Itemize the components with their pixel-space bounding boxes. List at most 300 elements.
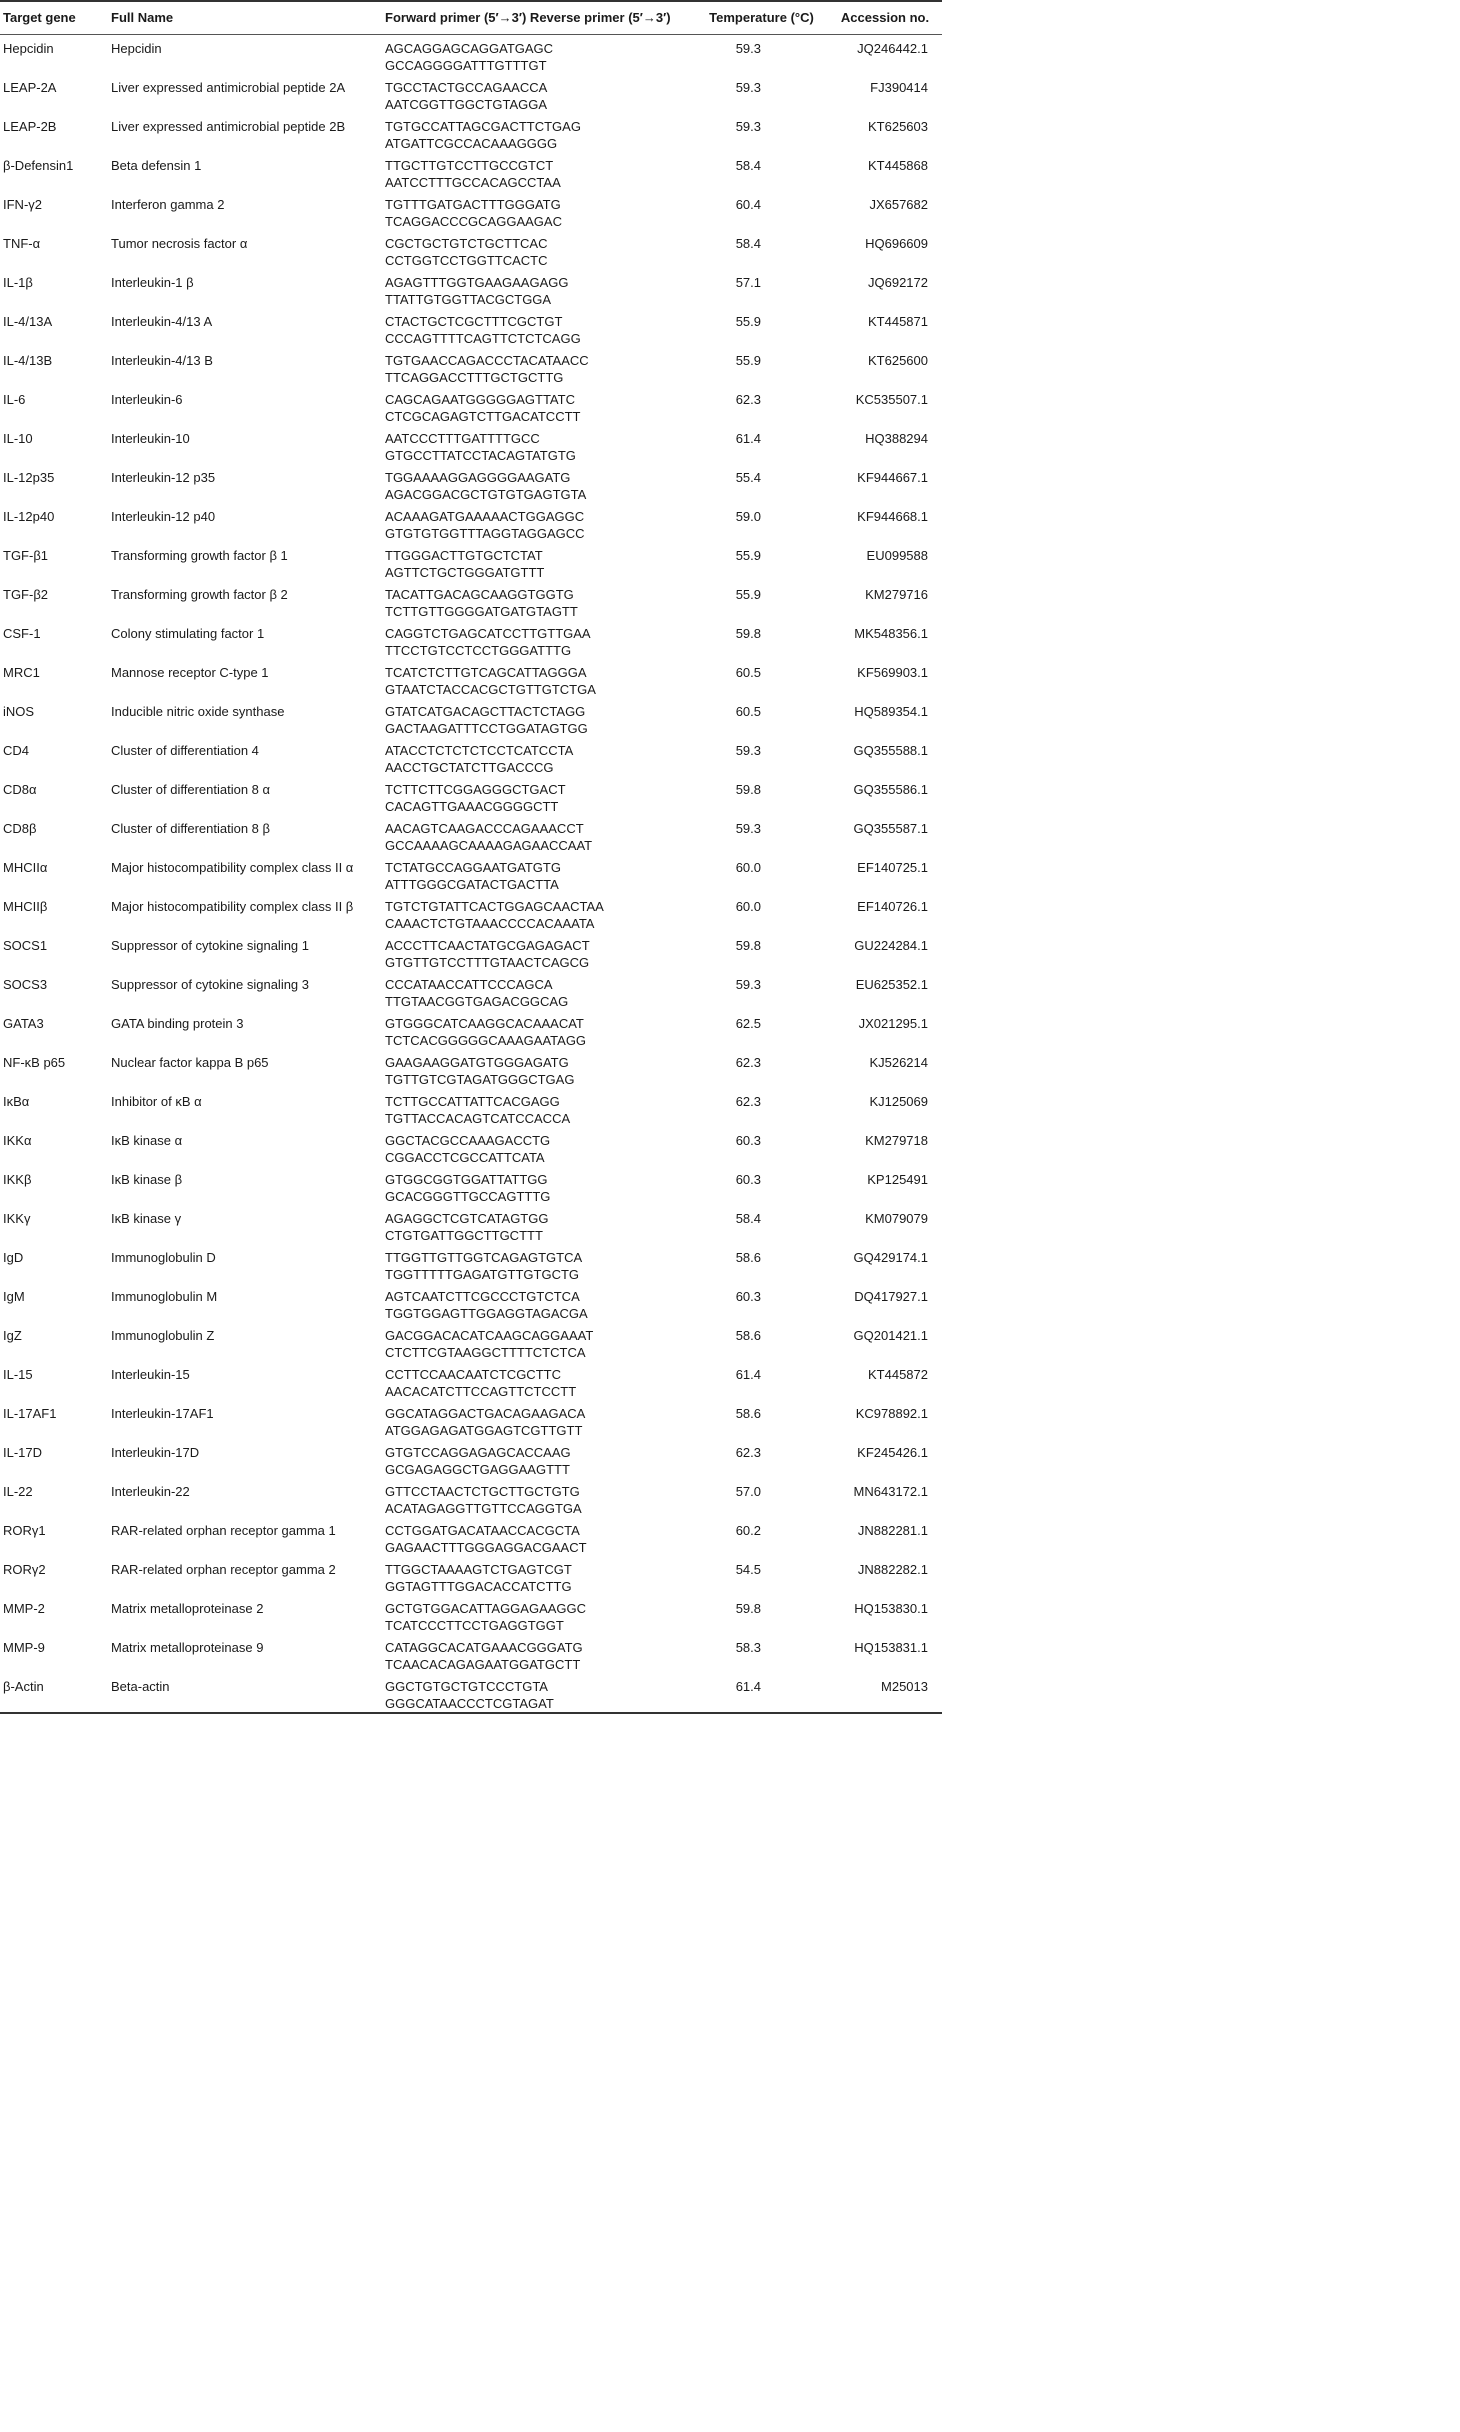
- reverse-primer: ATGATTCGCCACAAAGGGG: [385, 135, 558, 151]
- temperature-cell: 60.5: [735, 703, 761, 719]
- gene-cell: IL-10: [3, 430, 33, 446]
- temperature-cell: 55.4: [735, 469, 761, 485]
- reverse-primer: GACTAAGATTTCCTGGATAGTGG: [385, 720, 588, 736]
- primer-cell: [382, 1673, 695, 1713]
- forward-primer: ACCCTTCAACTATGCGAGAGACT: [385, 937, 590, 953]
- temperature-cell: 60.2: [735, 1522, 761, 1538]
- primer-cell: [382, 1205, 695, 1244]
- gene-cell: SOCS1: [3, 937, 48, 953]
- reverse-primer: CCTGGTCCTGGTTCACTC: [385, 252, 548, 268]
- reverse-primer: AGTTCTGCTGGGATGTTT: [385, 564, 545, 580]
- accession-cell: HQ153830.1: [854, 1600, 928, 1616]
- gene-cell: GATA3: [3, 1015, 44, 1031]
- forward-primer: AGTCAATCTTCGCCCTGTCTCA: [385, 1288, 580, 1304]
- table-row: [0, 971, 942, 1010]
- header-row: [0, 1, 942, 34]
- table-row: [0, 737, 942, 776]
- table-row: [0, 113, 942, 152]
- temperature-cell: 62.3: [735, 391, 761, 407]
- primer-cell: [382, 1166, 695, 1205]
- full-name-cell: Mannose receptor C-type 1: [111, 664, 269, 680]
- table-row: [0, 932, 942, 971]
- reverse-primer: GTGTGTGGTTTAGGTAGGAGCC: [385, 525, 585, 541]
- temperature-cell: 55.9: [735, 547, 761, 563]
- full-name-cell: Interleukin-10: [111, 430, 190, 446]
- forward-primer: TTGGTTGTTGGTCAGAGTGTCA: [385, 1249, 583, 1265]
- accession-cell: HQ589354.1: [854, 703, 928, 719]
- primer-cell: [382, 503, 695, 542]
- forward-primer: TGTGAACCAGACCCTACATAACC: [385, 352, 589, 368]
- full-name-cell: Colony stimulating factor 1: [111, 625, 265, 641]
- accession-cell: FJ390414: [870, 79, 928, 95]
- gene-cell: IKKβ: [3, 1171, 32, 1187]
- full-name-cell: Interleukin-6: [111, 391, 183, 407]
- accession-cell: JN882281.1: [857, 1522, 928, 1538]
- accession-cell: KT445871: [868, 313, 928, 329]
- temperature-cell: 58.3: [735, 1639, 761, 1655]
- reverse-primer: TTCAGGACCTTTGCTGCTTG: [385, 369, 564, 385]
- temperature-cell: 55.9: [735, 313, 761, 329]
- accession-cell: EU099588: [866, 547, 928, 563]
- accession-cell: GU224284.1: [854, 937, 928, 953]
- gene-cell: β-Defensin1: [3, 157, 74, 173]
- forward-primer: TCTTCTTCGGAGGGCTGACT: [385, 781, 566, 797]
- full-name-cell: RAR-related orphan receptor gamma 1: [111, 1522, 336, 1538]
- reverse-primer: ACATAGAGGTTGTTCCAGGTGA: [385, 1500, 582, 1516]
- accession-cell: DQ417927.1: [854, 1288, 928, 1304]
- gene-cell: MHCIIβ: [3, 898, 48, 914]
- forward-primer: CAGGTCTGAGCATCCTTGTTGAA: [385, 625, 591, 641]
- table-row: [0, 659, 942, 698]
- accession-cell: EU625352.1: [855, 976, 928, 992]
- primer-cell: [382, 1439, 695, 1478]
- accession-cell: GQ355587.1: [853, 820, 928, 836]
- table-row: [0, 1127, 942, 1166]
- full-name-cell: Interleukin-12 p40: [111, 508, 216, 524]
- full-name-cell: RAR-related orphan receptor gamma 2: [111, 1561, 336, 1577]
- forward-primer: TGTCTGTATTCACTGGAGCAACTAA: [385, 898, 604, 914]
- full-name-cell: Suppressor of cytokine signaling 1: [111, 937, 310, 953]
- accession-cell: HQ696609: [865, 235, 928, 251]
- accession-cell: KC535507.1: [855, 391, 928, 407]
- gene-cell: iNOS: [3, 703, 35, 719]
- full-name-cell: Beta-actin: [111, 1678, 170, 1694]
- gene-cell: RORγ2: [3, 1561, 46, 1577]
- primer-cell: [382, 854, 695, 893]
- header-target-gene: Target gene: [3, 10, 76, 26]
- full-name-cell: Interleukin-17D: [111, 1444, 200, 1460]
- gene-cell: MHCIIα: [3, 859, 48, 875]
- forward-primer: GTGTCCAGGAGAGCACCAAG: [385, 1444, 571, 1460]
- primer-cell: [382, 1556, 695, 1595]
- accession-cell: KT445868: [868, 157, 928, 173]
- forward-primer: GTGGCGGTGGATTATTGG: [385, 1171, 548, 1187]
- reverse-primer: CACAGTTGAAACGGGGCTT: [385, 798, 559, 814]
- reverse-primer: TGGTGGAGTTGGAGGTAGACGA: [385, 1305, 588, 1321]
- reverse-primer: AATCGGTTGGCTGTAGGA: [385, 96, 548, 112]
- full-name-cell: Matrix metalloproteinase 9: [111, 1639, 264, 1655]
- accession-cell: HQ388294: [865, 430, 928, 446]
- table-row: [0, 1439, 942, 1478]
- gene-cell: MMP-9: [3, 1639, 45, 1655]
- reverse-primer: CTGTGATTGGCTTGCTTT: [385, 1227, 543, 1243]
- temperature-cell: 59.3: [735, 742, 761, 758]
- table-row: [0, 1361, 942, 1400]
- forward-primer: TGTTTGATGACTTTGGGATG: [385, 196, 561, 212]
- gene-cell: IKKα: [3, 1132, 32, 1148]
- accession-cell: KF944668.1: [857, 508, 928, 524]
- full-name-cell: Cluster of differentiation 4: [111, 742, 259, 758]
- header-accession: Accession no.: [840, 10, 930, 26]
- temperature-cell: 61.4: [735, 1678, 761, 1694]
- primer-cell: [382, 269, 695, 308]
- temperature-cell: 62.3: [735, 1444, 761, 1460]
- full-name-cell: Interferon gamma 2: [111, 196, 225, 212]
- primer-cell: [382, 74, 695, 113]
- table-row: [0, 425, 942, 464]
- table-row: [0, 542, 942, 581]
- gene-cell: IL-4/13A: [3, 313, 53, 329]
- reverse-primer: GTAATCTACCACGCTGTTGTCTGA: [385, 681, 596, 697]
- table-row: [0, 308, 942, 347]
- reverse-primer: TCAACACAGAGAATGGATGCTT: [385, 1656, 581, 1672]
- accession-cell: EF140725.1: [857, 859, 928, 875]
- temperature-cell: 60.4: [735, 196, 761, 212]
- table-row: [0, 464, 942, 503]
- reverse-primer: AGACGGACGCTGTGTGAGTGTA: [385, 486, 587, 502]
- full-name-cell: Tumor necrosis factor α: [111, 235, 248, 251]
- full-name-cell: IκB kinase β: [111, 1171, 183, 1187]
- reverse-primer: AATCCTTTGCCACAGCCTAA: [385, 174, 561, 190]
- full-name-cell: Interleukin-22: [111, 1483, 190, 1499]
- gene-cell: IL-6: [3, 391, 26, 407]
- accession-cell: GQ355588.1: [853, 742, 928, 758]
- gene-cell: CD8β: [3, 820, 37, 836]
- table-row: [0, 74, 942, 113]
- table-row: [0, 34, 942, 74]
- full-name-cell: IκB kinase γ: [111, 1210, 182, 1226]
- gene-cell: IL-15: [3, 1366, 33, 1382]
- gene-cell: LEAP-2B: [3, 118, 57, 134]
- gene-cell: IL-12p40: [3, 508, 55, 524]
- reverse-primer: TCTCACGGGGGCAAAGAATAGG: [385, 1032, 587, 1048]
- table-row: [0, 854, 942, 893]
- full-name-cell: Major histocompatibility complex class II α: [111, 859, 354, 875]
- accession-cell: KT445872: [868, 1366, 928, 1382]
- forward-primer: TGGAAAAGGAGGGGAAGATG: [385, 469, 571, 485]
- full-name-cell: Matrix metalloproteinase 2: [111, 1600, 264, 1616]
- full-name-cell: Suppressor of cytokine signaling 3: [111, 976, 310, 992]
- forward-primer: AGAGTTTGGTGAAGAAGAGG: [385, 274, 569, 290]
- table-header: [0, 1, 942, 34]
- full-name-cell: Interleukin-12 p35: [111, 469, 216, 485]
- full-name-cell: Transforming growth factor β 1: [111, 547, 288, 563]
- forward-primer: TTGGCTAAAAGTCTGAGTCGT: [385, 1561, 572, 1577]
- accession-cell: M25013: [881, 1678, 928, 1694]
- table-row: [0, 1517, 942, 1556]
- table-row: [0, 815, 942, 854]
- forward-primer: GTTCCTAACTCTGCTTGCTGTG: [385, 1483, 580, 1499]
- table-row: [0, 620, 942, 659]
- table-row: [0, 191, 942, 230]
- table-row: [0, 1556, 942, 1595]
- forward-primer: AATCCCTTTGATTTTGCC: [385, 430, 540, 446]
- temperature-cell: 58.6: [735, 1405, 761, 1421]
- primer-table: [0, 0, 942, 1714]
- temperature-cell: 59.3: [735, 820, 761, 836]
- table-body: [0, 34, 942, 1713]
- forward-primer: GTGGGCATCAAGGCACAAACAT: [385, 1015, 584, 1031]
- temperature-cell: 61.4: [735, 1366, 761, 1382]
- table-row: [0, 1010, 942, 1049]
- reverse-primer: GCACGGGTTGCCAGTTTG: [385, 1188, 551, 1204]
- full-name-cell: Immunoglobulin M: [111, 1288, 218, 1304]
- primer-cell: [382, 230, 695, 269]
- forward-primer: TCATCTCTTGTCAGCATTAGGGA: [385, 664, 587, 680]
- reverse-primer: GTGTTGTCCTTTGTAACTCAGCG: [385, 954, 590, 970]
- table-row: [0, 1634, 942, 1673]
- table-row: [0, 230, 942, 269]
- header-primers: Forward primer (5′→3′) Reverse primer (5′→3′): [385, 10, 671, 26]
- full-name-cell: Inhibitor of κB α: [111, 1093, 202, 1109]
- gene-cell: CSF-1: [3, 625, 41, 641]
- primer-cell: [382, 347, 695, 386]
- primer-cell: [382, 1322, 695, 1361]
- forward-primer: CCTTCCAACAATCTCGCTTC: [385, 1366, 561, 1382]
- gene-cell: IL-1β: [3, 274, 33, 290]
- gene-cell: CD8α: [3, 781, 37, 797]
- primer-cell: [382, 698, 695, 737]
- accession-cell: KM079079: [865, 1210, 928, 1226]
- reverse-primer: TCAGGACCCGCAGGAAGAC: [385, 213, 562, 229]
- primer-cell: [382, 737, 695, 776]
- full-name-cell: Liver expressed antimicrobial peptide 2A: [111, 79, 346, 95]
- temperature-cell: 62.3: [735, 1054, 761, 1070]
- table-row: [0, 1283, 942, 1322]
- table-row: [0, 152, 942, 191]
- full-name-cell: Interleukin-4/13 A: [111, 313, 213, 329]
- forward-primer: ATACCTCTCTCTCCTCATCCTA: [385, 742, 574, 758]
- temperature-cell: 59.8: [735, 625, 761, 641]
- forward-primer: CCCATAACCATTCCCAGCA: [385, 976, 553, 992]
- accession-cell: KT625603: [868, 118, 928, 134]
- reverse-primer: GCGAGAGGCTGAGGAAGTTT: [385, 1461, 570, 1477]
- accession-cell: KM279716: [865, 586, 928, 602]
- gene-cell: MRC1: [3, 664, 40, 680]
- full-name-cell: GATA binding protein 3: [111, 1015, 244, 1031]
- table-row: [0, 269, 942, 308]
- temperature-cell: 59.0: [735, 508, 761, 524]
- accession-cell: GQ355586.1: [853, 781, 928, 797]
- accession-cell: KJ526214: [869, 1054, 928, 1070]
- reverse-primer: AACCTGCTATCTTGACCCG: [385, 759, 554, 775]
- accession-cell: KM279718: [865, 1132, 928, 1148]
- table-row: [0, 1166, 942, 1205]
- accession-cell: JQ692172: [868, 274, 928, 290]
- temperature-cell: 60.3: [735, 1132, 761, 1148]
- gene-cell: IgD: [3, 1249, 24, 1265]
- primer-table-container: [0, 0, 942, 1714]
- table-row: [0, 1322, 942, 1361]
- accession-cell: GQ201421.1: [853, 1327, 928, 1343]
- temperature-cell: 61.4: [735, 430, 761, 446]
- accession-cell: KF944667.1: [857, 469, 928, 485]
- header-full-name: Full Name: [111, 10, 174, 26]
- forward-primer: TGTGCCATTAGCGACTTCTGAG: [385, 118, 581, 134]
- gene-cell: IL-17D: [3, 1444, 43, 1460]
- reverse-primer: CGGACCTCGCCATTCATA: [385, 1149, 545, 1165]
- forward-primer: CATAGGCACATGAAACGGGATG: [385, 1639, 583, 1655]
- forward-primer: ACAAAGATGAAAAACTGGAGGC: [385, 508, 585, 524]
- primer-cell: [382, 1361, 695, 1400]
- temperature-cell: 59.8: [735, 1600, 761, 1616]
- forward-primer: AACAGTCAAGACCCAGAAACCT: [385, 820, 584, 836]
- primer-cell: [382, 1517, 695, 1556]
- temperature-cell: 58.6: [735, 1249, 761, 1265]
- gene-cell: IFN-γ2: [3, 196, 42, 212]
- full-name-cell: Beta defensin 1: [111, 157, 202, 173]
- primer-cell: [382, 152, 695, 191]
- reverse-primer: CAAACTCTGTAAACCCCACAAATA: [385, 915, 595, 931]
- primer-cell: [382, 620, 695, 659]
- header-temperature: Temperature (°C): [709, 10, 814, 26]
- primer-cell: [382, 464, 695, 503]
- reverse-primer: TCTTGTTGGGGATGATGTAGTT: [385, 603, 578, 619]
- full-name-cell: Interleukin-17AF1: [111, 1405, 214, 1421]
- temperature-cell: 60.0: [735, 859, 761, 875]
- gene-cell: LEAP-2A: [3, 79, 57, 95]
- accession-cell: JX657682: [869, 196, 928, 212]
- primer-cell: [382, 1010, 695, 1049]
- temperature-cell: 59.8: [735, 781, 761, 797]
- forward-primer: GGCATAGGACTGACAGAAGACA: [385, 1405, 586, 1421]
- forward-primer: AGCAGGAGCAGGATGAGC: [385, 40, 554, 56]
- primer-cell: [382, 776, 695, 815]
- reverse-primer: TGTTACCACAGTCATCCACCA: [385, 1110, 571, 1126]
- temperature-cell: 58.6: [735, 1327, 761, 1343]
- gene-cell: β-Actin: [3, 1678, 44, 1694]
- reverse-primer: TTATTGTGGTTACGCTGGA: [385, 291, 552, 307]
- accession-cell: MK548356.1: [854, 625, 928, 641]
- forward-primer: TCTTGCCATTATTCACGAGG: [385, 1093, 560, 1109]
- accession-cell: KT625600: [868, 352, 928, 368]
- forward-primer: TTGGGACTTGTGCTCTAT: [385, 547, 543, 563]
- forward-primer: GAAGAAGGATGTGGGAGATG: [385, 1054, 569, 1070]
- reverse-primer: GTGCCTTATCCTACAGTATGTG: [385, 447, 576, 463]
- accession-cell: HQ153831.1: [854, 1639, 928, 1655]
- full-name-cell: Interleukin-15: [111, 1366, 190, 1382]
- reverse-primer: TGTTGTCGTAGATGGGCTGAG: [385, 1071, 575, 1087]
- temperature-cell: 58.4: [735, 157, 761, 173]
- primer-cell: [382, 1595, 695, 1634]
- gene-cell: MMP-2: [3, 1600, 45, 1616]
- table-row: [0, 1595, 942, 1634]
- gene-cell: RORγ1: [3, 1522, 46, 1538]
- full-name-cell: Immunoglobulin D: [111, 1249, 216, 1265]
- primer-cell: [382, 542, 695, 581]
- gene-cell: IL-4/13B: [3, 352, 53, 368]
- primer-cell: [382, 1088, 695, 1127]
- table-row: [0, 1205, 942, 1244]
- table-row: [0, 1088, 942, 1127]
- accession-cell: KP125491: [867, 1171, 928, 1187]
- temperature-cell: 54.5: [735, 1561, 761, 1577]
- primer-cell: [382, 893, 695, 932]
- primer-cell: [382, 1244, 695, 1283]
- primer-cell: [382, 971, 695, 1010]
- accession-cell: GQ429174.1: [853, 1249, 928, 1265]
- primer-cell: [382, 1127, 695, 1166]
- gene-cell: TGF-β1: [3, 547, 49, 563]
- gene-cell: IgZ: [3, 1327, 22, 1343]
- gene-cell: IκBα: [3, 1093, 30, 1109]
- primer-cell: [382, 308, 695, 347]
- accession-cell: MN643172.1: [853, 1483, 928, 1499]
- reverse-primer: TCATCCCTTCCTGAGGTGGT: [385, 1617, 564, 1633]
- primer-cell: [382, 1049, 695, 1088]
- accession-cell: KF569903.1: [857, 664, 928, 680]
- primer-cell: [382, 1283, 695, 1322]
- temperature-cell: 58.4: [735, 235, 761, 251]
- temperature-cell: 55.9: [735, 586, 761, 602]
- gene-cell: IgM: [3, 1288, 25, 1304]
- gene-cell: CD4: [3, 742, 30, 758]
- primer-cell: [382, 815, 695, 854]
- full-name-cell: Transforming growth factor β 2: [111, 586, 288, 602]
- temperature-cell: 60.3: [735, 1171, 761, 1187]
- primer-cell: [382, 1400, 695, 1439]
- table-row: [0, 1244, 942, 1283]
- primer-cell: [382, 1478, 695, 1517]
- table-row: [0, 1049, 942, 1088]
- full-name-cell: Hepcidin: [111, 40, 162, 56]
- temperature-cell: 62.3: [735, 1093, 761, 1109]
- gene-cell: IKKγ: [3, 1210, 31, 1226]
- temperature-cell: 59.3: [735, 40, 761, 56]
- primer-cell: [382, 581, 695, 620]
- accession-cell: JQ246442.1: [857, 40, 928, 56]
- full-name-cell: Inducible nitric oxide synthase: [111, 703, 285, 719]
- full-name-cell: Major histocompatibility complex class II β: [111, 898, 354, 914]
- table-row: [0, 698, 942, 737]
- reverse-primer: GCCAGGGGATTTGTTTGT: [385, 57, 547, 73]
- table-row: [0, 347, 942, 386]
- forward-primer: GTATCATGACAGCTTACTCTAGG: [385, 703, 586, 719]
- primer-cell: [382, 113, 695, 152]
- accession-cell: KF245426.1: [857, 1444, 928, 1460]
- full-name-cell: Immunoglobulin Z: [111, 1327, 215, 1343]
- full-name-cell: Cluster of differentiation 8 β: [111, 820, 270, 836]
- reverse-primer: ATTTGGGCGATACTGACTTA: [385, 876, 559, 892]
- table-row: [0, 1673, 942, 1713]
- gene-cell: IL-12p35: [3, 469, 55, 485]
- temperature-cell: 57.1: [735, 274, 761, 290]
- forward-primer: TTGCTTGTCCTTGCCGTCT: [385, 157, 554, 173]
- temperature-cell: 62.5: [735, 1015, 761, 1031]
- gene-cell: Hepcidin: [3, 40, 54, 56]
- table-row: [0, 893, 942, 932]
- table-row: [0, 1478, 942, 1517]
- forward-primer: GGCTGTGCTGTCCCTGTA: [385, 1678, 548, 1694]
- reverse-primer: TTGTAACGGTGAGACGGCAG: [385, 993, 569, 1009]
- gene-cell: IL-17AF1: [3, 1405, 57, 1421]
- forward-primer: CTACTGCTCGCTTTCGCTGT: [385, 313, 563, 329]
- accession-cell: JX021295.1: [858, 1015, 928, 1031]
- temperature-cell: 59.3: [735, 79, 761, 95]
- full-name-cell: Cluster of differentiation 8 α: [111, 781, 271, 797]
- forward-primer: TCTATGCCAGGAATGATGTG: [385, 859, 561, 875]
- temperature-cell: 55.9: [735, 352, 761, 368]
